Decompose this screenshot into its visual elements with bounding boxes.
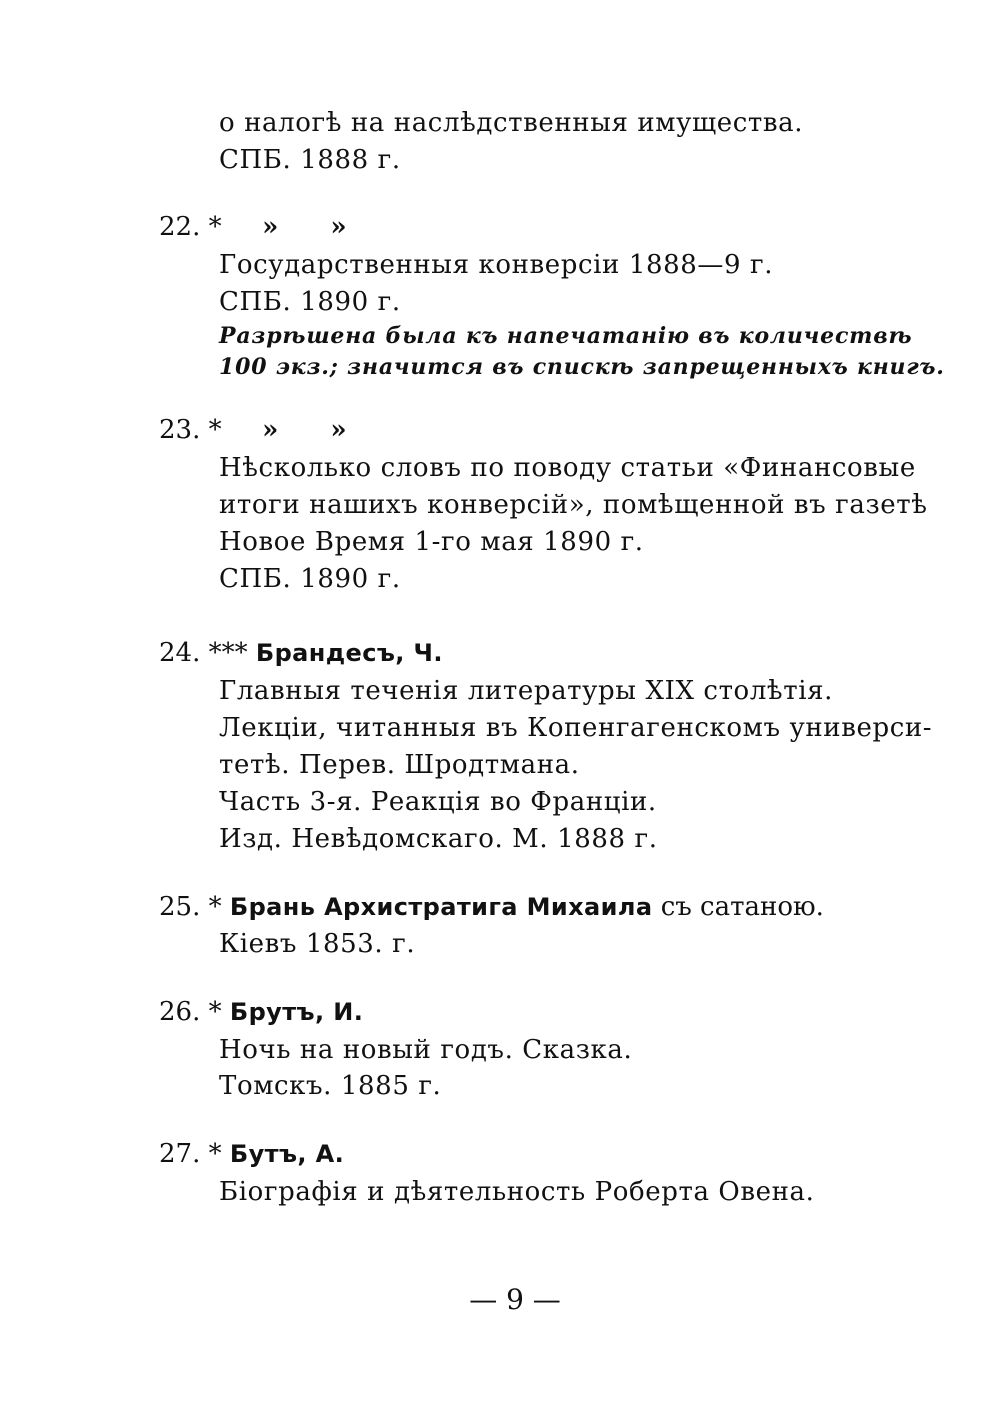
entry-line: Нѣсколько словъ по поводу статьи «Финансовые (219, 453, 916, 483)
entry-23-header (159, 415, 390, 445)
entry-author: Брутъ, И. (229, 998, 364, 1026)
entry-author: Брандесъ, Ч. (255, 639, 443, 667)
entry-line: Новое Время 1-го мая 1890 г. (219, 527, 644, 557)
entry-22-header (159, 212, 390, 242)
entry-27-header (159, 1139, 344, 1169)
ditto-mark: » (262, 212, 279, 242)
entry-line: Государственныя конверсіи 1888—9 г. (219, 250, 774, 280)
entry-line: Изд. Невѣдомскаго. М. 1888 г. (219, 824, 658, 854)
entry-24-header (159, 638, 443, 668)
entry-line: Часть 3-я. Реакція во Франціи. (219, 787, 657, 817)
entry-number: 23. (159, 415, 201, 445)
entry-line: Біографія и дѣятельность Роберта Овена. (219, 1177, 815, 1207)
entry-line: Главныя теченія литературы XIX столѣтія. (219, 676, 833, 706)
entry-25-header (159, 892, 824, 922)
entry-number: 25. (159, 892, 201, 922)
entry-line: итоги нашихъ конверсій», помѣщенной въ газетѣ (219, 490, 928, 520)
entry-mark: * (208, 997, 222, 1027)
entry-number: 22. (159, 212, 201, 242)
page-number: — 9 — (469, 1283, 561, 1316)
entry-line: СПБ. 1890 г. (219, 287, 401, 317)
entry-number: 27. (159, 1139, 201, 1169)
ditto-mark: » (330, 212, 347, 242)
ditto-mark: » (262, 415, 279, 445)
entry-26-header (159, 997, 363, 1027)
entry-line: СПБ. 1890 г. (219, 564, 401, 594)
entry-mark: * (208, 1139, 222, 1169)
entry-title-rest: съ сатаною. (660, 892, 824, 922)
entry-number: 26. (159, 997, 201, 1027)
entry-number: 24. (159, 638, 201, 668)
ditto-mark: » (330, 415, 347, 445)
entry-line: тетѣ. Перев. Шродтмана. (219, 750, 580, 780)
entry-line: Кіевъ 1853. г. (219, 929, 416, 959)
entry-mark: * (208, 415, 222, 445)
entry-author: Брань Архистратига Михаила (229, 893, 653, 921)
entry-mark: * (208, 892, 222, 922)
entry-note: Разрѣшена была къ напечатанію въ количествѣ (219, 323, 913, 349)
entry-line: о налогѣ на наслѣдственныя имущества. (219, 108, 804, 138)
entry-line: Лекціи, читанныя въ Копенгагенскомъ универси- (219, 713, 933, 743)
entry-mark: * (208, 212, 222, 242)
entry-line: СПБ. 1888 г. (219, 145, 401, 175)
entry-line: Ночь на новый годъ. Сказка. (219, 1035, 633, 1065)
entry-mark: *** (208, 638, 248, 668)
entry-author: Бутъ, А. (229, 1140, 345, 1168)
entry-line: Томскъ. 1885 г. (219, 1071, 442, 1101)
entry-note: 100 экз.; значится въ спискѣ запрещенныхъ книгъ. (219, 354, 945, 380)
